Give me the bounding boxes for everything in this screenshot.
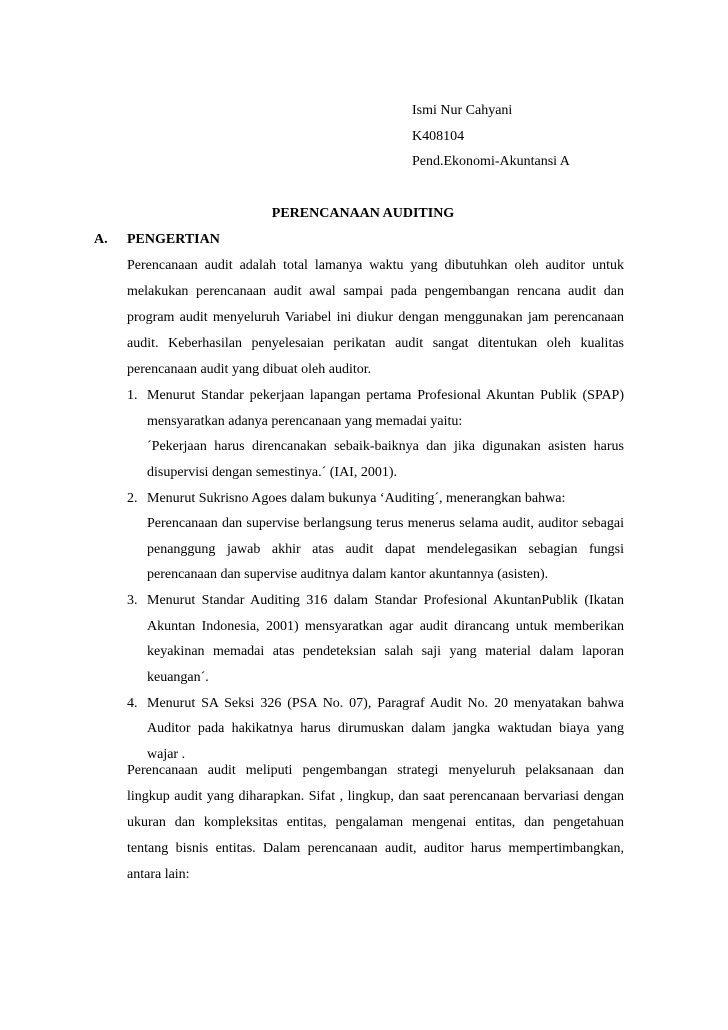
list-item-lead: Menurut Standar pekerjaan lapangan pertama Profesional Akuntan Publik (SPAP) mensyaratkan adanya perencanaan yang memadai yaitu:: [147, 388, 624, 429]
list-number: 2.: [127, 490, 138, 506]
list-number: 3.: [127, 593, 138, 608]
section-letter: A.: [94, 232, 108, 247]
list-item-lead: Menurut Standar Auditing 316 dalam Standar Profesional AkuntanPublik (Ikatan Akuntan Indonesia, 2001) mensyaratkan agar audit dirancang untuk memberikan keyakinan memadai atas pendeteksian salah saji yang material dalam laporan keuangan´.: [147, 593, 624, 685]
document-title: [0, 201, 728, 227]
definition-list: [127, 383, 624, 768]
list-item-quote: ´Pekerjaan harus direncanakan sebaik-baiknya dan jika digunakan asisten harus disupervisi dengan semestinya.´ (IAI, 2001).: [147, 439, 624, 480]
author-id: K408104: [412, 128, 465, 144]
list-item: [127, 588, 624, 690]
list-item-quote: Perencanaan dan supervise berlangsung terus menerus selama audit, auditor sebagai penanggung jawab akhir atas audit dapat mendelegasikan sebagian fungsi perencanaan dan supervise auditnya dalam kantor akuntannya (asisten).: [147, 516, 624, 582]
author-block: [412, 98, 570, 175]
author-program: Pend.Ekonomi-Akuntansi A: [412, 154, 570, 169]
author-name: Ismi Nur Cahyani: [412, 103, 513, 118]
section-title: PENGERTIAN: [127, 232, 220, 247]
list-item: [127, 691, 624, 768]
intro-paragraph: Perencanaan audit adalah total lamanya waktu yang dibutuhkan oleh auditor untuk melakukan perencanaan audit awal sampai pada pengembangan rencana audit dan program audit menyeluruh Variabel ini diukur dengan menggunakan jam perencanaan audit. Keberhasilan penyelesaian perikatan audit sangat ditentukan oleh kualitas perencanaan audit yang dibuat oleh auditor.: [127, 258, 624, 377]
list-number: 4.: [127, 695, 138, 711]
closing-paragraph: Perencanaan audit meliputi pengembangan strategi menyeluruh pelaksanaan dan lingkup audit yang diharapkan. Sifat , lingkup, dan saat perencanaan bervariasi dengan ukuran dan kompleksitas entitas, pengalaman mengenai entitas, dan pengetahuan tentang bisnis entitas. Dalam perencanaan audit, auditor harus mempertimbangkan, antara lain:: [127, 763, 624, 882]
section-heading: [94, 227, 220, 253]
list-number: 1.: [127, 388, 138, 403]
list-item-lead: Menurut Sukrisno Agoes dalam bukunya ‘Auditing´, menerangkan bahwa:: [147, 490, 566, 506]
list-item-lead: Menurut SA Seksi 326 (PSA No. 07), Paragraf Audit No. 20 menyatakan bahwa Auditor pada hakikatnya harus dirumuskan dalam jangka waktudan biaya yang wajar .: [147, 695, 624, 762]
list-item: [127, 383, 624, 485]
document-title-text: PERENCANAAN AUDITING: [271, 206, 455, 221]
list-item: [127, 486, 624, 588]
